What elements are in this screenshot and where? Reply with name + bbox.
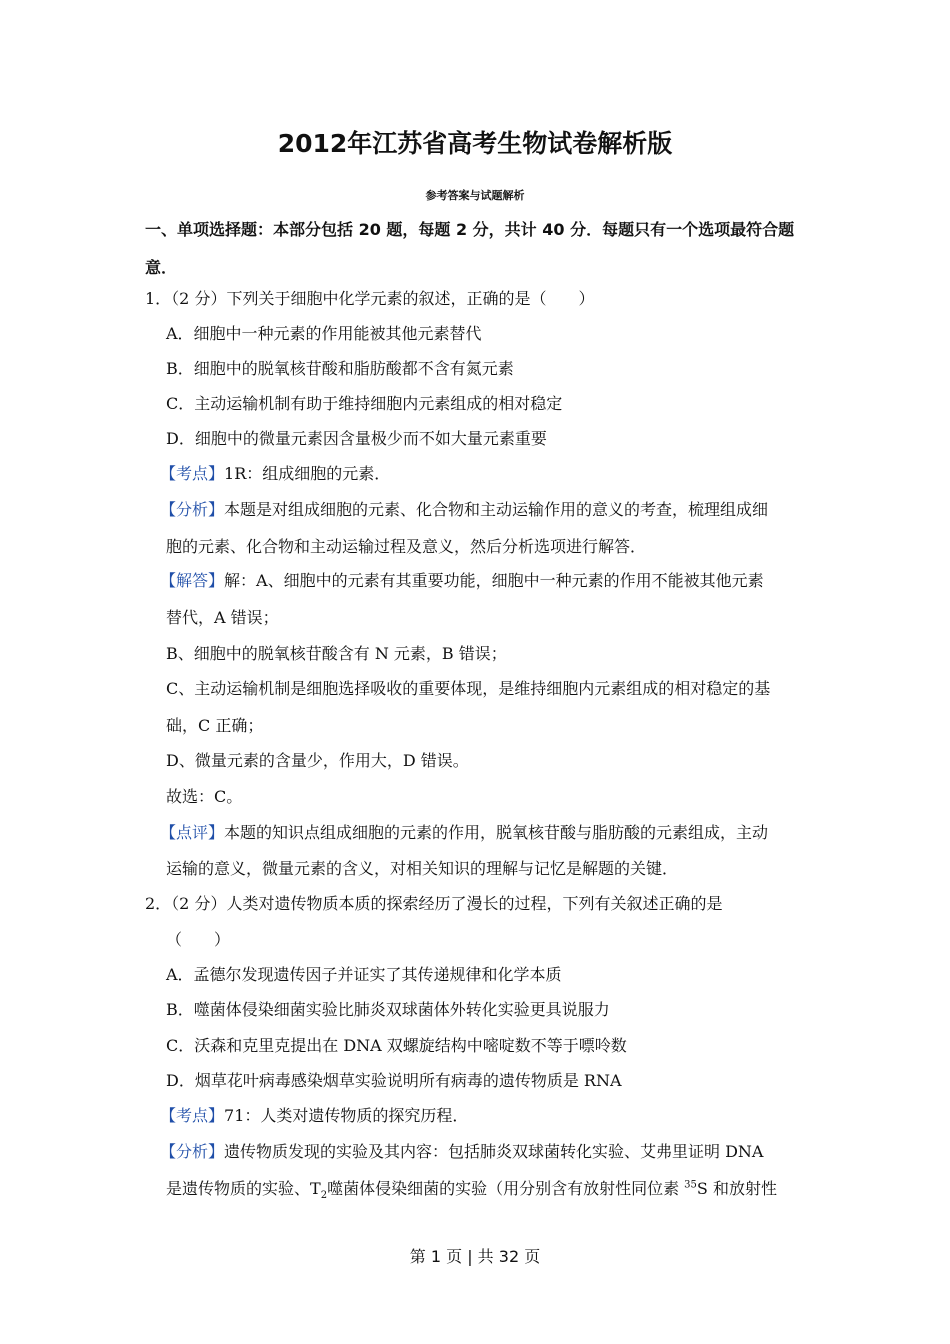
q1-kaodian xyxy=(160,464,390,484)
q2-option-b: B．噬菌体侵染细菌实验比肺炎双球菌体外转化实验更具说服力 xyxy=(166,1000,610,1019)
q2-option-c: C．沃森和克里克提出在 DNA 双螺旋结构中嘧啶数不等于嘌呤数 xyxy=(166,1036,627,1055)
q2-option-a: A．孟德尔发现遗传因子并证实了其传递规律和化学本质 xyxy=(166,965,562,984)
document-title: 2012年江苏省高考生物试卷解析版 xyxy=(277,129,673,158)
q1-dianping-line2: 运输的意义，微量元素的含义，对相关知识的理解与记忆是解题的关键． xyxy=(166,859,679,878)
q1-jieda-d: D、微量元素的含量少，作用大，D 错误。 xyxy=(166,751,469,770)
document-subtitle: 参考答案与试题解析 xyxy=(425,189,525,202)
section-heading-line1: 一、单项选择题：本部分包括 20 题，每题 2 分，共计 40 分．每题只有一个选项最符合题 xyxy=(145,220,795,239)
fenxi-line2-part2: 噬菌体侵染细菌的实验（用分别含有放射性同位素 xyxy=(327,1179,685,1198)
kaodian-text: 71：人类对遗传物质的探究历程． xyxy=(224,1106,469,1125)
q1-jieda-c2: 础，C 正确； xyxy=(166,716,264,735)
q1-dianping xyxy=(160,823,768,843)
q1-option-c: C．主动运输机制有助于维持细胞内元素组成的相对稳定 xyxy=(166,394,563,413)
kaodian-text: 1R：组成细胞的元素． xyxy=(224,464,391,483)
q1-option-b: B．细胞中的脱氧核苷酸和脂肪酸都不含有氮元素 xyxy=(166,359,514,378)
jieda-tag: 【解答】 xyxy=(160,571,225,590)
fenxi-tag: 【分析】 xyxy=(160,1142,225,1161)
jieda-text: 解：A、细胞中的元素有其重要功能，细胞中一种元素的作用不能被其他元素 xyxy=(224,571,764,590)
dianping-text: 本题的知识点组成细胞的元素的作用，脱氧核苷酸与脂肪酸的元素组成，主动 xyxy=(224,823,769,842)
q1-stem: 1．（2 分）下列关于细胞中化学元素的叙述，正确的是（ ） xyxy=(145,289,595,308)
q2-option-d: D．烟草花叶病毒感染烟草实验说明所有病毒的遗传物质是 RNA xyxy=(166,1071,622,1090)
q1-answer: 故选：C。 xyxy=(166,787,243,806)
page-footer: 第 1 页 | 共 32 页 xyxy=(409,1247,541,1266)
fenxi-line2-part1: 是遗传物质的实验、T xyxy=(166,1179,321,1198)
q2-fenxi-line2 xyxy=(166,1179,777,1202)
fenxi-text: 遗传物质发现的实验及其内容：包括肺炎双球菌转化实验、艾弗里证明 DNA xyxy=(224,1142,764,1161)
fenxi-text: 本题是对组成细胞的元素、化合物和主动运输作用的意义的考查，梳理组成细 xyxy=(224,500,769,519)
q1-jieda-line2: 替代，A 错误； xyxy=(166,608,279,627)
q2-stem-line2: （ ） xyxy=(166,930,231,949)
q1-jieda xyxy=(160,571,764,591)
q1-option-d: D．细胞中的微量元素因含量极少而不如大量元素重要 xyxy=(166,429,547,448)
fenxi-line2-part3: S 和放射性 xyxy=(696,1179,777,1198)
superscript-35: 35 xyxy=(684,1179,697,1191)
kaodian-tag: 【考点】 xyxy=(160,464,225,483)
subscript-2: 2 xyxy=(320,1190,328,1202)
section-heading-line2: 意． xyxy=(145,258,178,277)
fenxi-tag: 【分析】 xyxy=(160,500,225,519)
q1-option-a: A．细胞中一种元素的作用能被其他元素替代 xyxy=(166,324,482,343)
q1-fenxi-line2: 胞的元素、化合物和主动运输过程及意义，然后分析选项进行解答． xyxy=(166,537,647,556)
q2-kaodian xyxy=(160,1106,468,1126)
q1-jieda-c1: C、主动运输机制是细胞选择吸收的重要体现，是维持细胞内元素组成的相对稳定的基 xyxy=(166,679,771,698)
q1-jieda-b: B、细胞中的脱氧核苷酸含有 N 元素，B 错误； xyxy=(166,644,507,663)
q2-fenxi xyxy=(160,1142,764,1162)
kaodian-tag: 【考点】 xyxy=(160,1106,225,1125)
q2-stem: 2．（2 分）人类对遗传物质本质的探索经历了漫长的过程，下列有关叙述正确的是 xyxy=(145,894,723,913)
q1-fenxi xyxy=(160,500,768,520)
dianping-tag: 【点评】 xyxy=(160,823,225,842)
